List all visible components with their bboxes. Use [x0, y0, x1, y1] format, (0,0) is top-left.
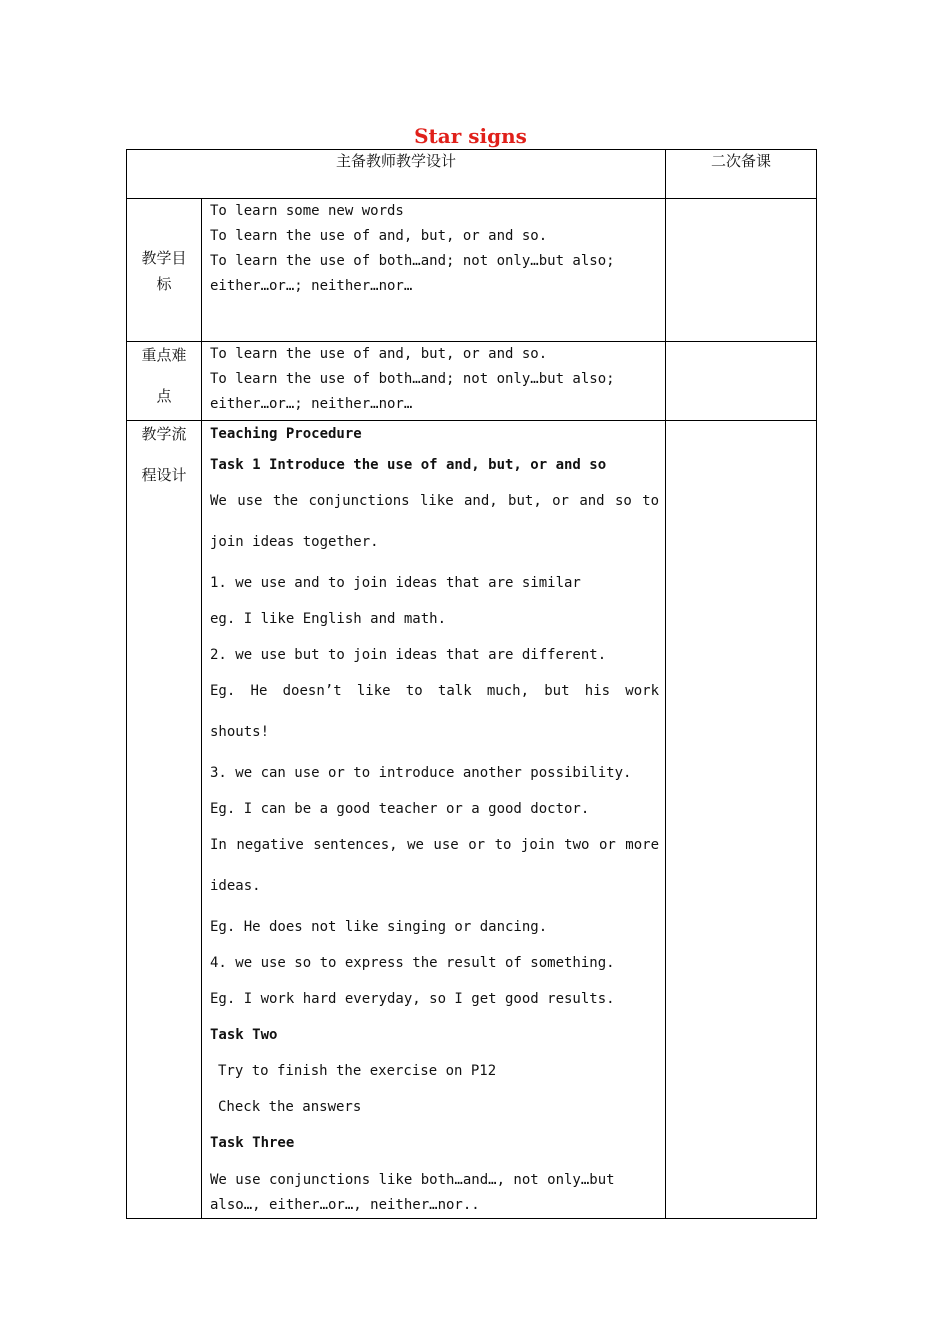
key-point-line: To learn the use of both…and; not only…but also; [210, 371, 615, 387]
procedure-label-line-2: 程设计 [141, 466, 187, 484]
key-points-notes [666, 342, 817, 421]
objectives-notes [666, 199, 817, 342]
procedure-example: Eg. I can be a good teacher or a good doctor. [210, 801, 590, 817]
key-point-line: To learn the use of and, but, or and so. [210, 346, 548, 362]
task-one-heading: Task 1 Introduce the use of and, but, or and so [210, 457, 607, 473]
objective-line: To learn the use of and, but, or and so. [210, 228, 548, 244]
document-title: Star signs [414, 124, 527, 148]
procedure-example: eg. I like English and math. [210, 611, 447, 627]
procedure-content [202, 421, 666, 1219]
procedure-notes [666, 421, 817, 1219]
procedure-heading: Teaching Procedure [210, 426, 362, 442]
procedure-label [127, 421, 202, 1219]
header-secondary: 二次备课 [666, 150, 817, 199]
key-point-line: either…or…; neither…nor… [210, 396, 413, 412]
procedure-text: We use conjunctions like both…and…, not only…but [210, 1172, 615, 1188]
procedure-text: We use the conjunctions like and, but, or and so to [210, 493, 660, 509]
header-main: 主备教师教学设计 [127, 150, 666, 199]
key-points-label-line-1: 重点难 [141, 346, 187, 364]
key-points-content [202, 342, 666, 421]
key-points-label-line-2: 点 [156, 387, 172, 405]
procedure-example: Eg. He doesn’t like to talk much, but his work [210, 683, 660, 699]
key-points-label [127, 342, 202, 421]
procedure-example: Eg. He does not like singing or dancing. [210, 919, 548, 935]
header-row [127, 150, 817, 199]
lesson-plan-table [126, 149, 817, 1219]
procedure-point: 1. we use and to join ideas that are similar [210, 575, 581, 591]
key-points-row [127, 342, 817, 421]
objectives-content [202, 199, 666, 342]
procedure-row [127, 421, 817, 1219]
procedure-text: ideas. [210, 878, 261, 894]
procedure-point: 3. we can use or to introduce another possibility. [210, 765, 632, 781]
task-two-heading: Task Two [210, 1027, 278, 1043]
objective-line: either…or…; neither…nor… [210, 278, 413, 294]
procedure-text: join ideas together. [210, 534, 379, 550]
procedure-label-line-1: 教学流 [141, 425, 187, 443]
procedure-text: Try to finish the exercise on P12 [218, 1063, 497, 1079]
objectives-label-line-2: 标 [156, 275, 172, 293]
procedure-text: Check the answers [218, 1099, 362, 1115]
procedure-point: 4. we use so to express the result of something. [210, 955, 615, 971]
procedure-example: shouts! [210, 724, 270, 740]
procedure-example: Eg. I work hard everyday, so I get good results. [210, 991, 615, 1007]
objective-line: To learn some new words [210, 203, 404, 219]
procedure-text: In negative sentences, we use or to join two or more [210, 837, 660, 853]
objective-line: To learn the use of both…and; not only…but also; [210, 253, 615, 269]
procedure-text: also…, either…or…, neither…nor.. [210, 1197, 480, 1213]
objectives-row [127, 199, 817, 342]
objectives-label [127, 199, 202, 342]
procedure-point: 2. we use but to join ideas that are different. [210, 647, 607, 663]
objectives-label-line-1: 教学目 [141, 249, 187, 267]
task-three-heading: Task Three [210, 1135, 295, 1151]
